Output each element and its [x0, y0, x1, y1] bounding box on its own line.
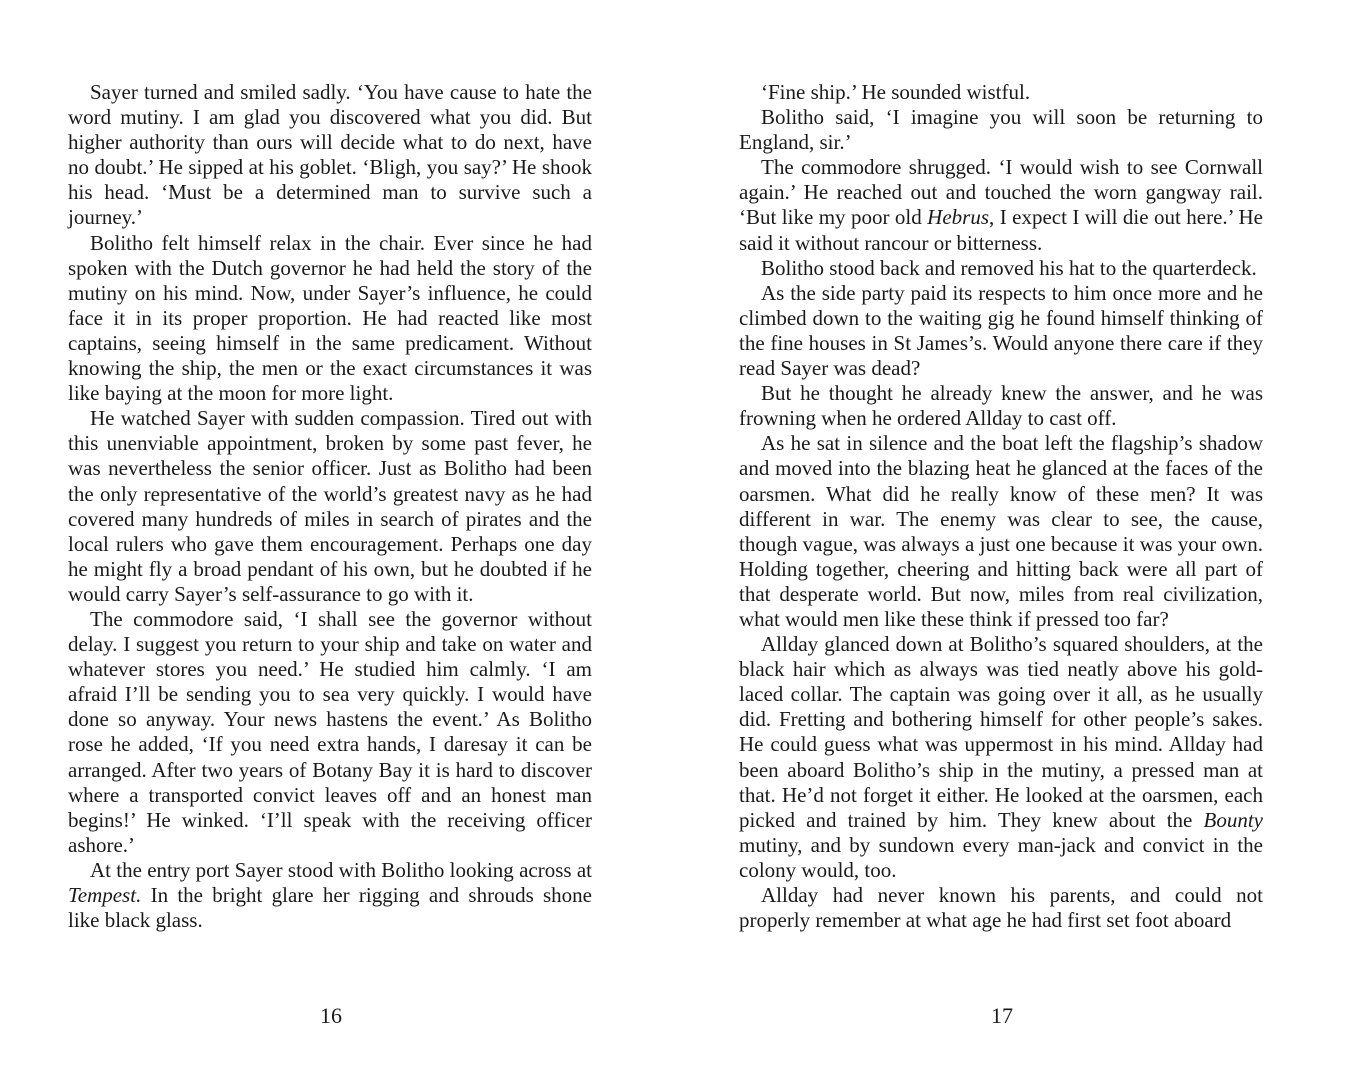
text-run: Sayer turned and smiled sadly. ‘You have cause to hate the word mutiny. I am glad you discovered what you did. But higher authority than ours will decide what to do next, have no doubt.’ He sipped at his goblet. ‘Bligh, you say?’ He shook his head. ‘Must be a determined man to survive such a journey.’	[68, 80, 592, 230]
text-run: Bolitho stood back and removed his hat to the quarterdeck.	[761, 255, 1257, 280]
paragraph	[739, 431, 1263, 632]
paragraph	[739, 105, 1263, 155]
text-run: Bolitho felt himself relax in the chair. Ever since he had spoken with the Dutch governor he had held the story of the mutiny on his mind. Now, under Sayer’s influence, he could face it in its proper proportion. He had reacted like most captains, seeing himself in the same predicament. Without knowing the ship, the men or the exact circumstances it was like baying at the moon for more light.	[68, 230, 592, 406]
left-page-text	[68, 80, 592, 933]
text-run: At the entry port Sayer stood with Bolitho looking across at	[90, 857, 592, 882]
text-run: Bolitho said, ‘I imagine you will soon be returning to England, sir.’	[739, 105, 1263, 155]
text-run: As the side party paid its respects to him once more and he climbed down to the waiting gig he found himself thinking of the fine houses in St James’s. Would anyone there care if they read Sayer was dead?	[739, 280, 1263, 381]
paragraph	[739, 883, 1263, 933]
right-page-text	[739, 80, 1263, 933]
paragraph	[739, 281, 1263, 381]
italic-run: Tempest.	[68, 883, 142, 907]
text-run: ‘Fine ship.’ He sounded wistful.	[761, 80, 1031, 104]
paragraph	[739, 632, 1263, 883]
text-run: mutiny, and by sundown every man-jack and convict in the colony would, too.	[739, 832, 1263, 882]
text-run: The commodore said, ‘I shall see the governor without delay. I suggest you return to your ship and take on water and whatever stores you need.’ He studied him calmly. ‘I am afraid I’ll be sending you to sea very quickly. I would have done so anyway. Your news hastens the event.’ As Bolitho rose he added, ‘If you need extra hands, I daresay it can be arranged. After two years of Botany Bay it is hard to discover where a transported convict leaves off and an honest man begins!’ He winked. ‘I’ll speak with the receiving officer ashore.’	[68, 606, 592, 857]
paragraph	[68, 406, 592, 607]
text-run: Allday glanced down at Bolitho’s squared shoulders, at the black hair which as always was tied neatly above his gold-laced collar. The captain was going over it all, as he usually did. Fretting and bothering himself for other people’s sakes. He could guess what was uppermost in his mind. Allday had been aboard Bolitho’s ship in the mutiny, a pressed man at that. He’d not forget it either. He looked at the oarsmen, each picked and trained by him. They knew about the	[739, 632, 1263, 832]
paragraph	[739, 155, 1263, 255]
right-page-number: 17	[991, 1003, 1013, 1028]
paragraph	[68, 231, 592, 407]
italic-run: Hebrus	[927, 205, 990, 230]
text-run: As he sat in silence and the boat left the flagship’s shadow and moved into the blazing heat he glanced at the faces of the oarsmen. What did he really know of these men? It was different in war. The enemy was clear to see, the cause, though vague, was always a just one because it was your own. Holding together, cheering and hitting back were all part of that desperate world. But now, miles from real civilization, what would men like these think if pressed too far?	[739, 431, 1263, 631]
paragraph	[739, 381, 1263, 431]
paragraph	[68, 80, 592, 231]
paragraph	[68, 858, 592, 933]
paragraph	[739, 80, 1263, 105]
paragraph	[739, 256, 1263, 281]
paragraph	[68, 607, 592, 858]
text-run: But he thought he already knew the answer, and he was frowning when he ordered Allday to cast off.	[739, 381, 1263, 431]
italic-run: Bounty	[1203, 807, 1263, 832]
text-run: , I expect I will die out here.’ He said it without rancour or bitterness.	[739, 205, 1263, 255]
left-page-number: 16	[320, 1003, 342, 1028]
text-run: He watched Sayer with sudden compassion. Tired out with this unenviable appointment, broken by some past fever, he was nevertheless the senior officer. Just as Bolitho had been the only representative of the world’s greatest navy as he had covered many hundreds of miles in search of pirates and the local rulers who gave them encouragement. Perhaps one day he might fly a broad pendant of his own, but he doubted if he would carry Sayer’s self-assurance to go with it.	[68, 406, 592, 606]
text-run: In the bright glare her rigging and shrouds shone like black glass.	[68, 883, 592, 933]
text-run: The commodore shrugged. ‘I would wish to see Cornwall again.’ He reached out and touched the worn gangway rail. ‘But like my poor old	[739, 155, 1263, 230]
text-run: Allday had never known his parents, and could not properly remember at what age he had first set foot aboard	[739, 883, 1263, 933]
